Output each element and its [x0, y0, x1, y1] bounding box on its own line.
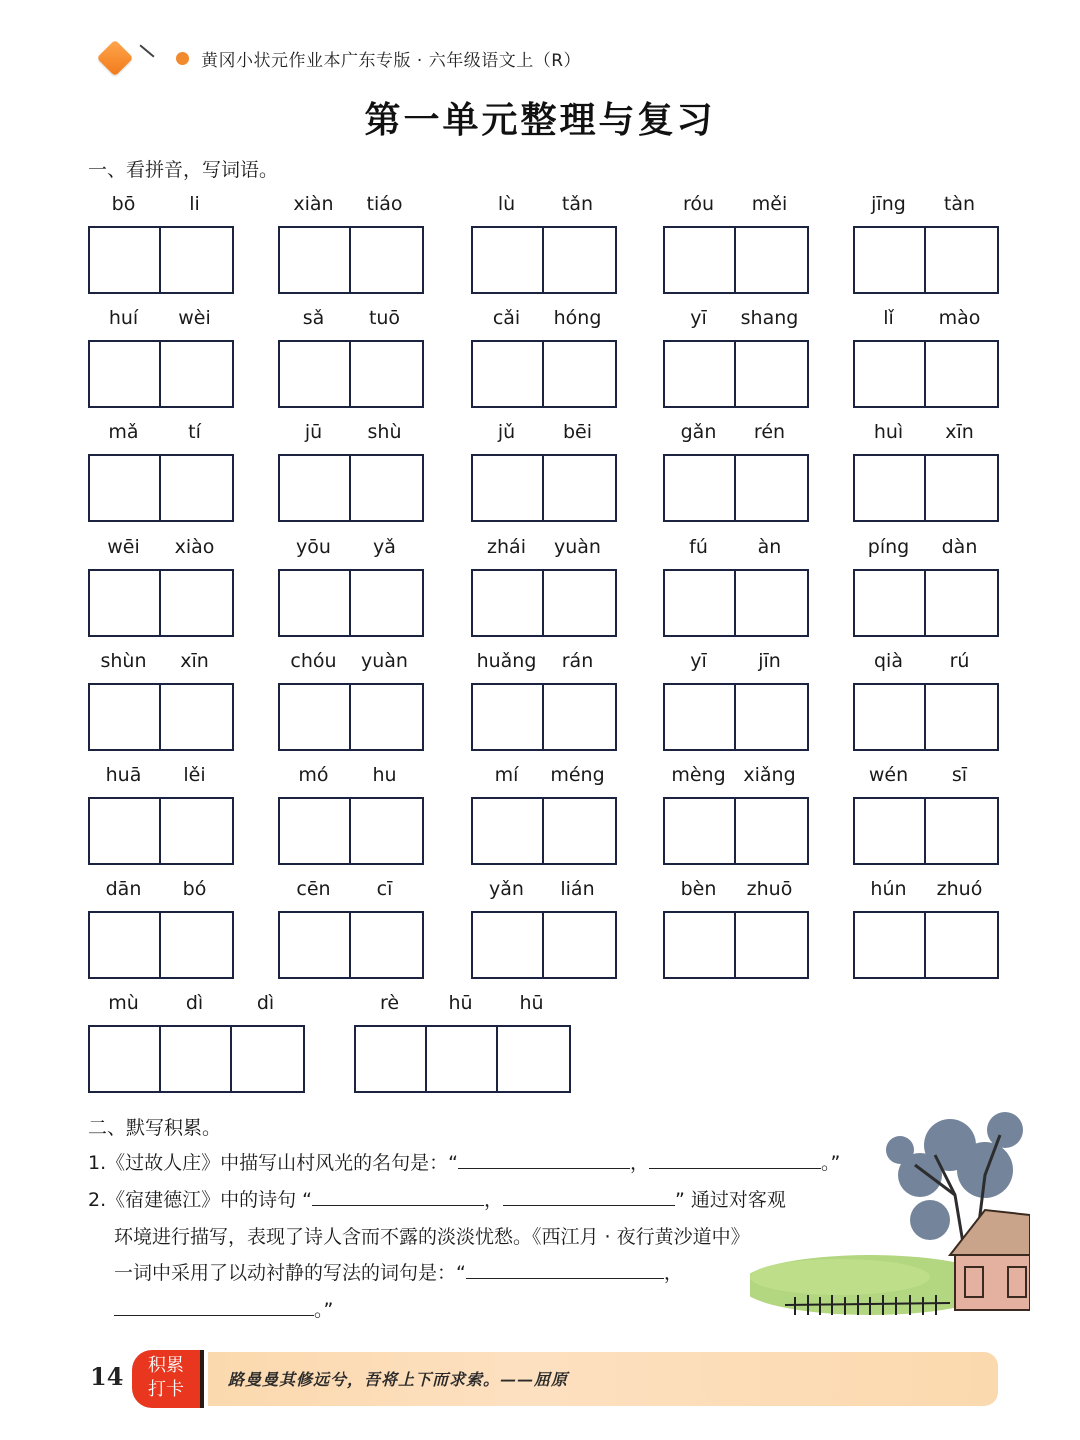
writing-cells [471, 340, 617, 408]
writing-cell[interactable] [926, 571, 997, 635]
pinyin-row [853, 420, 999, 444]
pinyin-label: jǔ [497, 421, 516, 443]
book-header [96, 40, 581, 76]
writing-cell[interactable] [498, 1027, 569, 1091]
pinyin-label: bèn [680, 878, 717, 900]
writing-cells [278, 454, 424, 522]
word-group [663, 877, 809, 979]
writing-cell[interactable] [161, 913, 232, 977]
writing-cell[interactable] [736, 456, 807, 520]
pinyin-label: měi [751, 193, 788, 215]
pinyin-label: bó [182, 878, 207, 900]
writing-cell[interactable] [926, 913, 997, 977]
pinyin-label: tuō [368, 307, 401, 329]
pinyin-label: gǎn [680, 421, 717, 443]
writing-cell[interactable] [855, 342, 926, 406]
word-group [853, 535, 999, 637]
pinyin-label: mí [494, 764, 519, 786]
writing-cells [853, 454, 999, 522]
writing-cells [471, 569, 617, 637]
q1-suffix: 。” [821, 1152, 841, 1174]
pinyin-label: hóng [553, 307, 602, 329]
pinyin-row [853, 649, 999, 673]
pinyin-label: jū [304, 421, 323, 443]
pinyin-label: lěi [183, 764, 206, 786]
pinyin-row [853, 535, 999, 559]
word-group [471, 649, 617, 751]
pinyin-label: hún [870, 878, 907, 900]
writing-cell[interactable] [351, 799, 422, 863]
pinyin-label: dì [185, 992, 204, 1014]
pinyin-row [278, 763, 424, 787]
q2-line-4 [114, 1295, 333, 1325]
writing-cell[interactable] [665, 571, 736, 635]
writing-cell[interactable] [855, 456, 926, 520]
pinyin-row [663, 192, 809, 216]
word-group [88, 649, 234, 751]
writing-cell[interactable] [926, 228, 997, 292]
writing-cell[interactable] [351, 913, 422, 977]
writing-cells [471, 454, 617, 522]
question-1 [88, 1148, 840, 1178]
pinyin-row [663, 420, 809, 444]
pinyin-label: rén [753, 421, 786, 443]
q2-sep: ， [484, 1189, 504, 1211]
writing-cell[interactable] [161, 228, 232, 292]
writing-cell[interactable] [665, 228, 736, 292]
writing-cell[interactable] [90, 342, 161, 406]
writing-cell[interactable] [544, 342, 615, 406]
question-2 [88, 1185, 786, 1215]
word-group [663, 192, 809, 294]
writing-cells [88, 1025, 305, 1093]
q2-line-3 [114, 1258, 683, 1288]
pinyin-label: huǎng [476, 650, 537, 672]
writing-cell[interactable] [473, 456, 544, 520]
writing-cell[interactable] [665, 799, 736, 863]
pinyin-label: dān [105, 878, 142, 900]
writing-cells [88, 569, 234, 637]
writing-cells [853, 797, 999, 865]
writing-cell[interactable] [544, 228, 615, 292]
writing-cell[interactable] [280, 913, 351, 977]
writing-cell[interactable] [544, 799, 615, 863]
writing-cell[interactable] [90, 228, 161, 292]
word-group [853, 420, 999, 522]
pinyin-row [853, 192, 999, 216]
page-number: 14 [90, 1362, 124, 1391]
writing-cells [853, 340, 999, 408]
writing-cells [88, 340, 234, 408]
pinyin-row [88, 306, 234, 330]
pinyin-label: yī [690, 307, 707, 329]
pinyin-row [853, 306, 999, 330]
word-group [88, 420, 234, 522]
writing-cell[interactable] [473, 571, 544, 635]
word-group [471, 192, 617, 294]
pinyin-label: sī [951, 764, 968, 786]
pinyin-row [471, 306, 617, 330]
pinyin-label: lián [560, 878, 595, 900]
word-group [853, 763, 999, 865]
pinyin-label: zhuō [746, 878, 793, 900]
pinyin-label: yuàn [554, 536, 601, 558]
pinyin-label: xīn [945, 421, 974, 443]
word-group [471, 306, 617, 408]
word-group [471, 420, 617, 522]
pinyin-label: xiǎng [743, 764, 796, 786]
q2-line4-suffix: 。” [314, 1299, 334, 1321]
writing-cell[interactable] [736, 685, 807, 749]
orange-diamond-icon [97, 40, 134, 77]
word-group [663, 649, 809, 751]
writing-cell[interactable] [280, 342, 351, 406]
writing-cell[interactable] [280, 228, 351, 292]
writing-cell[interactable] [280, 799, 351, 863]
pinyin-row [278, 535, 424, 559]
pinyin-row [853, 877, 999, 901]
writing-cell[interactable] [280, 685, 351, 749]
word-group [278, 306, 424, 408]
writing-cell[interactable] [473, 342, 544, 406]
writing-cells [471, 226, 617, 294]
q2-line-2: 环境进行描写，表现了诗人含而不露的淡淡忧愁。《西江月 · 夜行黄沙道中》 [114, 1226, 750, 1248]
pinyin-label: rán [561, 650, 594, 672]
writing-cells [471, 683, 617, 751]
pinyin-label: yuàn [361, 650, 408, 672]
q2-blank-3[interactable] [466, 1258, 664, 1279]
word-group [471, 877, 617, 979]
pinyin-label: wén [868, 764, 909, 786]
writing-cell[interactable] [665, 342, 736, 406]
pinyin-label: cǎi [492, 307, 521, 329]
writing-cell[interactable] [351, 571, 422, 635]
writing-cell[interactable] [473, 228, 544, 292]
word-group [278, 420, 424, 522]
three-char-word-group [88, 991, 305, 1093]
pinyin-label: huí [108, 307, 139, 329]
writing-cell[interactable] [926, 342, 997, 406]
writing-cells [663, 683, 809, 751]
word-group [278, 763, 424, 865]
writing-cell[interactable] [544, 685, 615, 749]
pinyin-label: róu [682, 193, 715, 215]
pinyin-label: àn [757, 536, 782, 558]
section2-heading: 二、默写积累。 [88, 1117, 222, 1139]
writing-cell[interactable] [161, 571, 232, 635]
writing-cells [354, 1025, 571, 1093]
pinyin-label: cī [376, 878, 393, 900]
pinyin-row [663, 763, 809, 787]
writing-cell[interactable] [855, 685, 926, 749]
orange-dot-icon [176, 52, 189, 65]
writing-cells [278, 569, 424, 637]
pinyin-label: zhái [487, 536, 526, 558]
pinyin-label: lù [497, 193, 516, 215]
pinyin-row [278, 877, 424, 901]
word-group [663, 306, 809, 408]
writing-cell[interactable] [232, 1027, 303, 1091]
q2-prefix: 2.《宿建德江》中的诗句 “ [88, 1189, 313, 1211]
pinyin-label: méng [550, 764, 605, 786]
writing-cell[interactable] [280, 571, 351, 635]
writing-cell[interactable] [544, 456, 615, 520]
pinyin-label: jīng [871, 193, 906, 215]
word-group [471, 535, 617, 637]
pinyin-label: shùn [100, 650, 147, 672]
pinyin-label: bō [111, 193, 136, 215]
writing-cell[interactable] [736, 799, 807, 863]
writing-cell[interactable] [855, 913, 926, 977]
word-group [278, 535, 424, 637]
writing-cells [471, 911, 617, 979]
word-group [663, 535, 809, 637]
writing-cell[interactable] [280, 456, 351, 520]
writing-cell[interactable] [665, 913, 736, 977]
pinyin-label: hū [448, 992, 473, 1014]
writing-cell[interactable] [736, 228, 807, 292]
pinyin-label: hū [519, 992, 544, 1014]
pinyin-label: lǐ [883, 307, 894, 329]
pinyin-label: xiào [174, 536, 215, 558]
q1-sep: ， [629, 1152, 649, 1174]
writing-cell[interactable] [544, 571, 615, 635]
word-group [88, 763, 234, 865]
pinyin-row [88, 649, 234, 673]
pinyin-row [278, 420, 424, 444]
pinyin-row [278, 649, 424, 673]
word-group [88, 535, 234, 637]
pinyin-label: shù [367, 421, 402, 443]
writing-cells [278, 226, 424, 294]
q2-line3-prefix: 一词中采用了以动衬静的写法的词句是：“ [114, 1262, 466, 1284]
writing-cells [663, 340, 809, 408]
writing-cell[interactable] [351, 228, 422, 292]
writing-cell[interactable] [473, 685, 544, 749]
writing-cells [88, 683, 234, 751]
pinyin-label: qià [874, 650, 903, 672]
writing-cells [853, 226, 999, 294]
pinyin-label: yōu [296, 536, 331, 558]
writing-cell[interactable] [90, 913, 161, 977]
pinyin-label: mào [938, 307, 981, 329]
daily-quote: 路曼曼其修远兮，吾将上下而求索。——屈原 [228, 1370, 569, 1389]
writing-cell[interactable] [90, 799, 161, 863]
writing-cell[interactable] [926, 799, 997, 863]
pinyin-row [471, 192, 617, 216]
q1-blank-1[interactable] [458, 1148, 630, 1169]
writing-cell[interactable] [161, 456, 232, 520]
cottage-tree-illustration [750, 1105, 1030, 1335]
pinyin-row [471, 877, 617, 901]
q2-blank-4[interactable] [114, 1295, 314, 1316]
writing-cells [663, 797, 809, 865]
word-group [853, 192, 999, 294]
q2-suffix: ” 通过对客观 [675, 1189, 786, 1211]
pinyin-row [88, 192, 234, 216]
writing-cell[interactable] [736, 913, 807, 977]
pinyin-label: fú [689, 536, 708, 558]
pinyin-label: píng [867, 536, 910, 558]
writing-cell[interactable] [90, 456, 161, 520]
writing-cell[interactable] [665, 685, 736, 749]
word-group [663, 763, 809, 865]
pinyin-label: huì [873, 421, 904, 443]
pinyin-row [663, 306, 809, 330]
writing-cell[interactable] [161, 342, 232, 406]
pinyin-label: wēi [107, 536, 140, 558]
writing-cell[interactable] [356, 1027, 427, 1091]
pinyin-label: jīn [758, 650, 781, 672]
writing-cells [663, 569, 809, 637]
pinyin-label: xiàn [293, 193, 334, 215]
writing-cell[interactable] [90, 685, 161, 749]
pinyin-label: dàn [941, 536, 978, 558]
badge-line-2: 打卡 [148, 1379, 184, 1400]
writing-cells [278, 797, 424, 865]
pinyin-label: mó [298, 764, 329, 786]
pinyin-label: bēi [562, 421, 593, 443]
writing-cell[interactable] [90, 1027, 161, 1091]
word-group [88, 192, 234, 294]
pinyin-row [88, 420, 234, 444]
decorative-slash-icon [139, 44, 154, 57]
writing-cell[interactable] [351, 685, 422, 749]
writing-cell[interactable] [473, 799, 544, 863]
three-char-word-group [354, 991, 571, 1093]
writing-cells [278, 683, 424, 751]
writing-cell[interactable] [736, 571, 807, 635]
q2-line3-sep: ， [663, 1262, 683, 1284]
pinyin-row [88, 877, 234, 901]
writing-cells [88, 797, 234, 865]
writing-cell[interactable] [926, 685, 997, 749]
pinyin-row [88, 763, 234, 787]
pinyin-label: huā [105, 764, 142, 786]
writing-cells [663, 911, 809, 979]
pinyin-label: tàn [943, 193, 976, 215]
writing-cell[interactable] [736, 342, 807, 406]
badge-line-1: 积累 [148, 1355, 184, 1376]
writing-cell[interactable] [161, 1027, 232, 1091]
pinyin-label: sǎ [302, 307, 325, 329]
pinyin-row [278, 306, 424, 330]
word-group [471, 763, 617, 865]
writing-cells [88, 226, 234, 294]
word-group [88, 877, 234, 979]
word-group [278, 877, 424, 979]
page-footer [88, 1350, 1000, 1406]
writing-cells [88, 911, 234, 979]
pinyin-row [88, 991, 305, 1015]
writing-cells [853, 911, 999, 979]
word-group [663, 420, 809, 522]
pinyin-label: tí [188, 421, 201, 443]
writing-cell[interactable] [926, 456, 997, 520]
word-group [853, 877, 999, 979]
pinyin-row [278, 192, 424, 216]
pinyin-label: yǎn [489, 878, 524, 900]
pinyin-label: rè [379, 992, 400, 1014]
pinyin-row [663, 877, 809, 901]
pinyin-row [853, 763, 999, 787]
page-title: 第一单元整理与复习 [364, 99, 716, 141]
writing-cells [278, 911, 424, 979]
word-group [88, 306, 234, 408]
writing-cell[interactable] [473, 913, 544, 977]
writing-cells [853, 569, 999, 637]
pinyin-label: tǎn [561, 193, 594, 215]
pinyin-row [88, 535, 234, 559]
pinyin-label: hu [372, 764, 397, 786]
word-group [278, 649, 424, 751]
pinyin-label: xīn [180, 650, 209, 672]
pinyin-label: dì [256, 992, 275, 1014]
writing-cells [278, 340, 424, 408]
pinyin-label: rú [949, 650, 970, 672]
writing-cell[interactable] [544, 913, 615, 977]
pinyin-label: mèng [671, 764, 726, 786]
pinyin-row [354, 991, 571, 1015]
q2-blank-2[interactable] [503, 1185, 675, 1206]
pinyin-label: zhuó [936, 878, 983, 900]
pinyin-label: yǎ [373, 536, 396, 558]
writing-cell[interactable] [351, 456, 422, 520]
pinyin-label: tiáo [366, 193, 403, 215]
pinyin-label: yī [690, 650, 707, 672]
writing-cell[interactable] [351, 342, 422, 406]
writing-cell[interactable] [161, 685, 232, 749]
pinyin-label: li [189, 193, 200, 215]
writing-cell[interactable] [855, 799, 926, 863]
pinyin-label: mù [108, 992, 139, 1014]
writing-cells [88, 454, 234, 522]
accumulate-checkin-badge [132, 1350, 204, 1408]
writing-cell[interactable] [855, 228, 926, 292]
writing-cells [853, 683, 999, 751]
writing-cell[interactable] [427, 1027, 498, 1091]
pinyin-row [471, 763, 617, 787]
word-group [853, 649, 999, 751]
pinyin-row [471, 420, 617, 444]
pinyin-row [471, 535, 617, 559]
writing-cells [663, 454, 809, 522]
pinyin-row [663, 649, 809, 673]
pinyin-row [663, 535, 809, 559]
q2-blank-1[interactable] [312, 1185, 484, 1206]
writing-cells [471, 797, 617, 865]
writing-cell[interactable] [855, 571, 926, 635]
pinyin-label: chóu [290, 650, 337, 672]
pinyin-label: shang [740, 307, 799, 329]
section1-heading: 一、看拼音，写词语。 [88, 159, 279, 181]
writing-cell[interactable] [90, 571, 161, 635]
word-group [853, 306, 999, 408]
word-group [278, 192, 424, 294]
writing-cell[interactable] [665, 456, 736, 520]
pinyin-row [471, 649, 617, 673]
writing-cell[interactable] [161, 799, 232, 863]
pinyin-label: cēn [296, 878, 331, 900]
q1-prefix: 1.《过故人庄》中描写山村风光的名句是：“ [88, 1152, 458, 1174]
pinyin-label: wèi [178, 307, 211, 329]
pinyin-label: mǎ [108, 421, 139, 443]
book-title: 黄冈小状元作业本广东专版 · 六年级语文上（R） [201, 50, 582, 71]
writing-cells [663, 226, 809, 294]
